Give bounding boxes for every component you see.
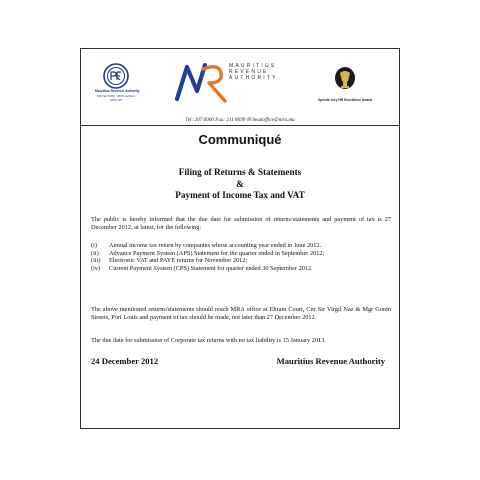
list-item-text: Annual income tax return by companies whose accounting year ended in June 2012. bbox=[109, 242, 322, 249]
iso-certification-logo bbox=[95, 63, 140, 103]
mra-logo bbox=[173, 57, 313, 107]
signatory-name: Mauritius Revenue Authority bbox=[276, 356, 385, 366]
mra-wordmark bbox=[229, 63, 278, 82]
subtitle-line-2: & bbox=[236, 178, 244, 189]
mra-wordmark-line1: MAURITIUS bbox=[229, 63, 277, 69]
list-item-number: (ii) bbox=[91, 249, 99, 257]
seal-caption-code: QMS 123 bbox=[109, 98, 123, 103]
page-title: Communiqué bbox=[198, 132, 282, 147]
list-item bbox=[91, 257, 391, 265]
list-item-number: (iv) bbox=[91, 264, 101, 272]
list-item-text: Advance Payment System (APS) Statement for the quarter ended in September 2012; bbox=[109, 249, 325, 257]
mra-wordmark-line2: REVENUE bbox=[229, 69, 269, 76]
communique-date: 24 December 2012 bbox=[91, 356, 159, 366]
subtitle-line-1: Filing of Returns & Statements bbox=[178, 167, 302, 177]
list-item-number: (i) bbox=[91, 242, 97, 249]
list-item-text: Electronic VAT and PAYE returns for November 2012; bbox=[109, 257, 248, 265]
list-item-number: (iii) bbox=[91, 257, 101, 265]
certification-seal-icon bbox=[103, 63, 129, 89]
mra-monogram-icon bbox=[173, 57, 233, 107]
list-item bbox=[91, 265, 391, 273]
due-items-list bbox=[91, 242, 391, 272]
submission-paragraph: The above mentioned returns/statements should reach MRA office at Ehram Court, Cnr Sir Virgil Naz & Mgr Gonin Streets, Port Louis and payment of tax should be made, not later than 27 December 2012. bbox=[91, 306, 391, 321]
mra-wordmark-line3: AUTHORITY bbox=[229, 75, 278, 82]
subtitle-line-3: Payment of Income Tax and VAT bbox=[175, 190, 305, 200]
header-divider bbox=[81, 125, 399, 126]
intro-paragraph: The public is hereby informed that the due date for submission of returns/statements and payment of tax is 27 December 2012, at latest, for the following: bbox=[91, 216, 391, 231]
list-item-text: Current Payment System (CPS) Statement for quarter ended 30 September 2012. bbox=[109, 264, 313, 272]
corporate-paragraph: The due date for submission of Corporate tax returns with no tax liability is 15 January 2013. bbox=[91, 337, 326, 344]
award-trophy-icon bbox=[334, 67, 356, 91]
communique-page bbox=[80, 48, 400, 429]
contact-line: Tel: 207 6000 Fax: 211 8099 ✉ headoffice@mra.mu bbox=[185, 117, 295, 123]
document-subtitle bbox=[81, 167, 399, 202]
seal-caption-title: Mauritius Revenue Authority bbox=[95, 89, 140, 93]
hr-award-logo bbox=[305, 67, 385, 102]
award-caption: Special Jury HR Excellence Award bbox=[318, 98, 372, 102]
seal-caption-cert: MS ISO 9001 :2008 certified bbox=[97, 93, 135, 98]
list-item bbox=[91, 242, 391, 250]
list-item bbox=[91, 250, 391, 258]
